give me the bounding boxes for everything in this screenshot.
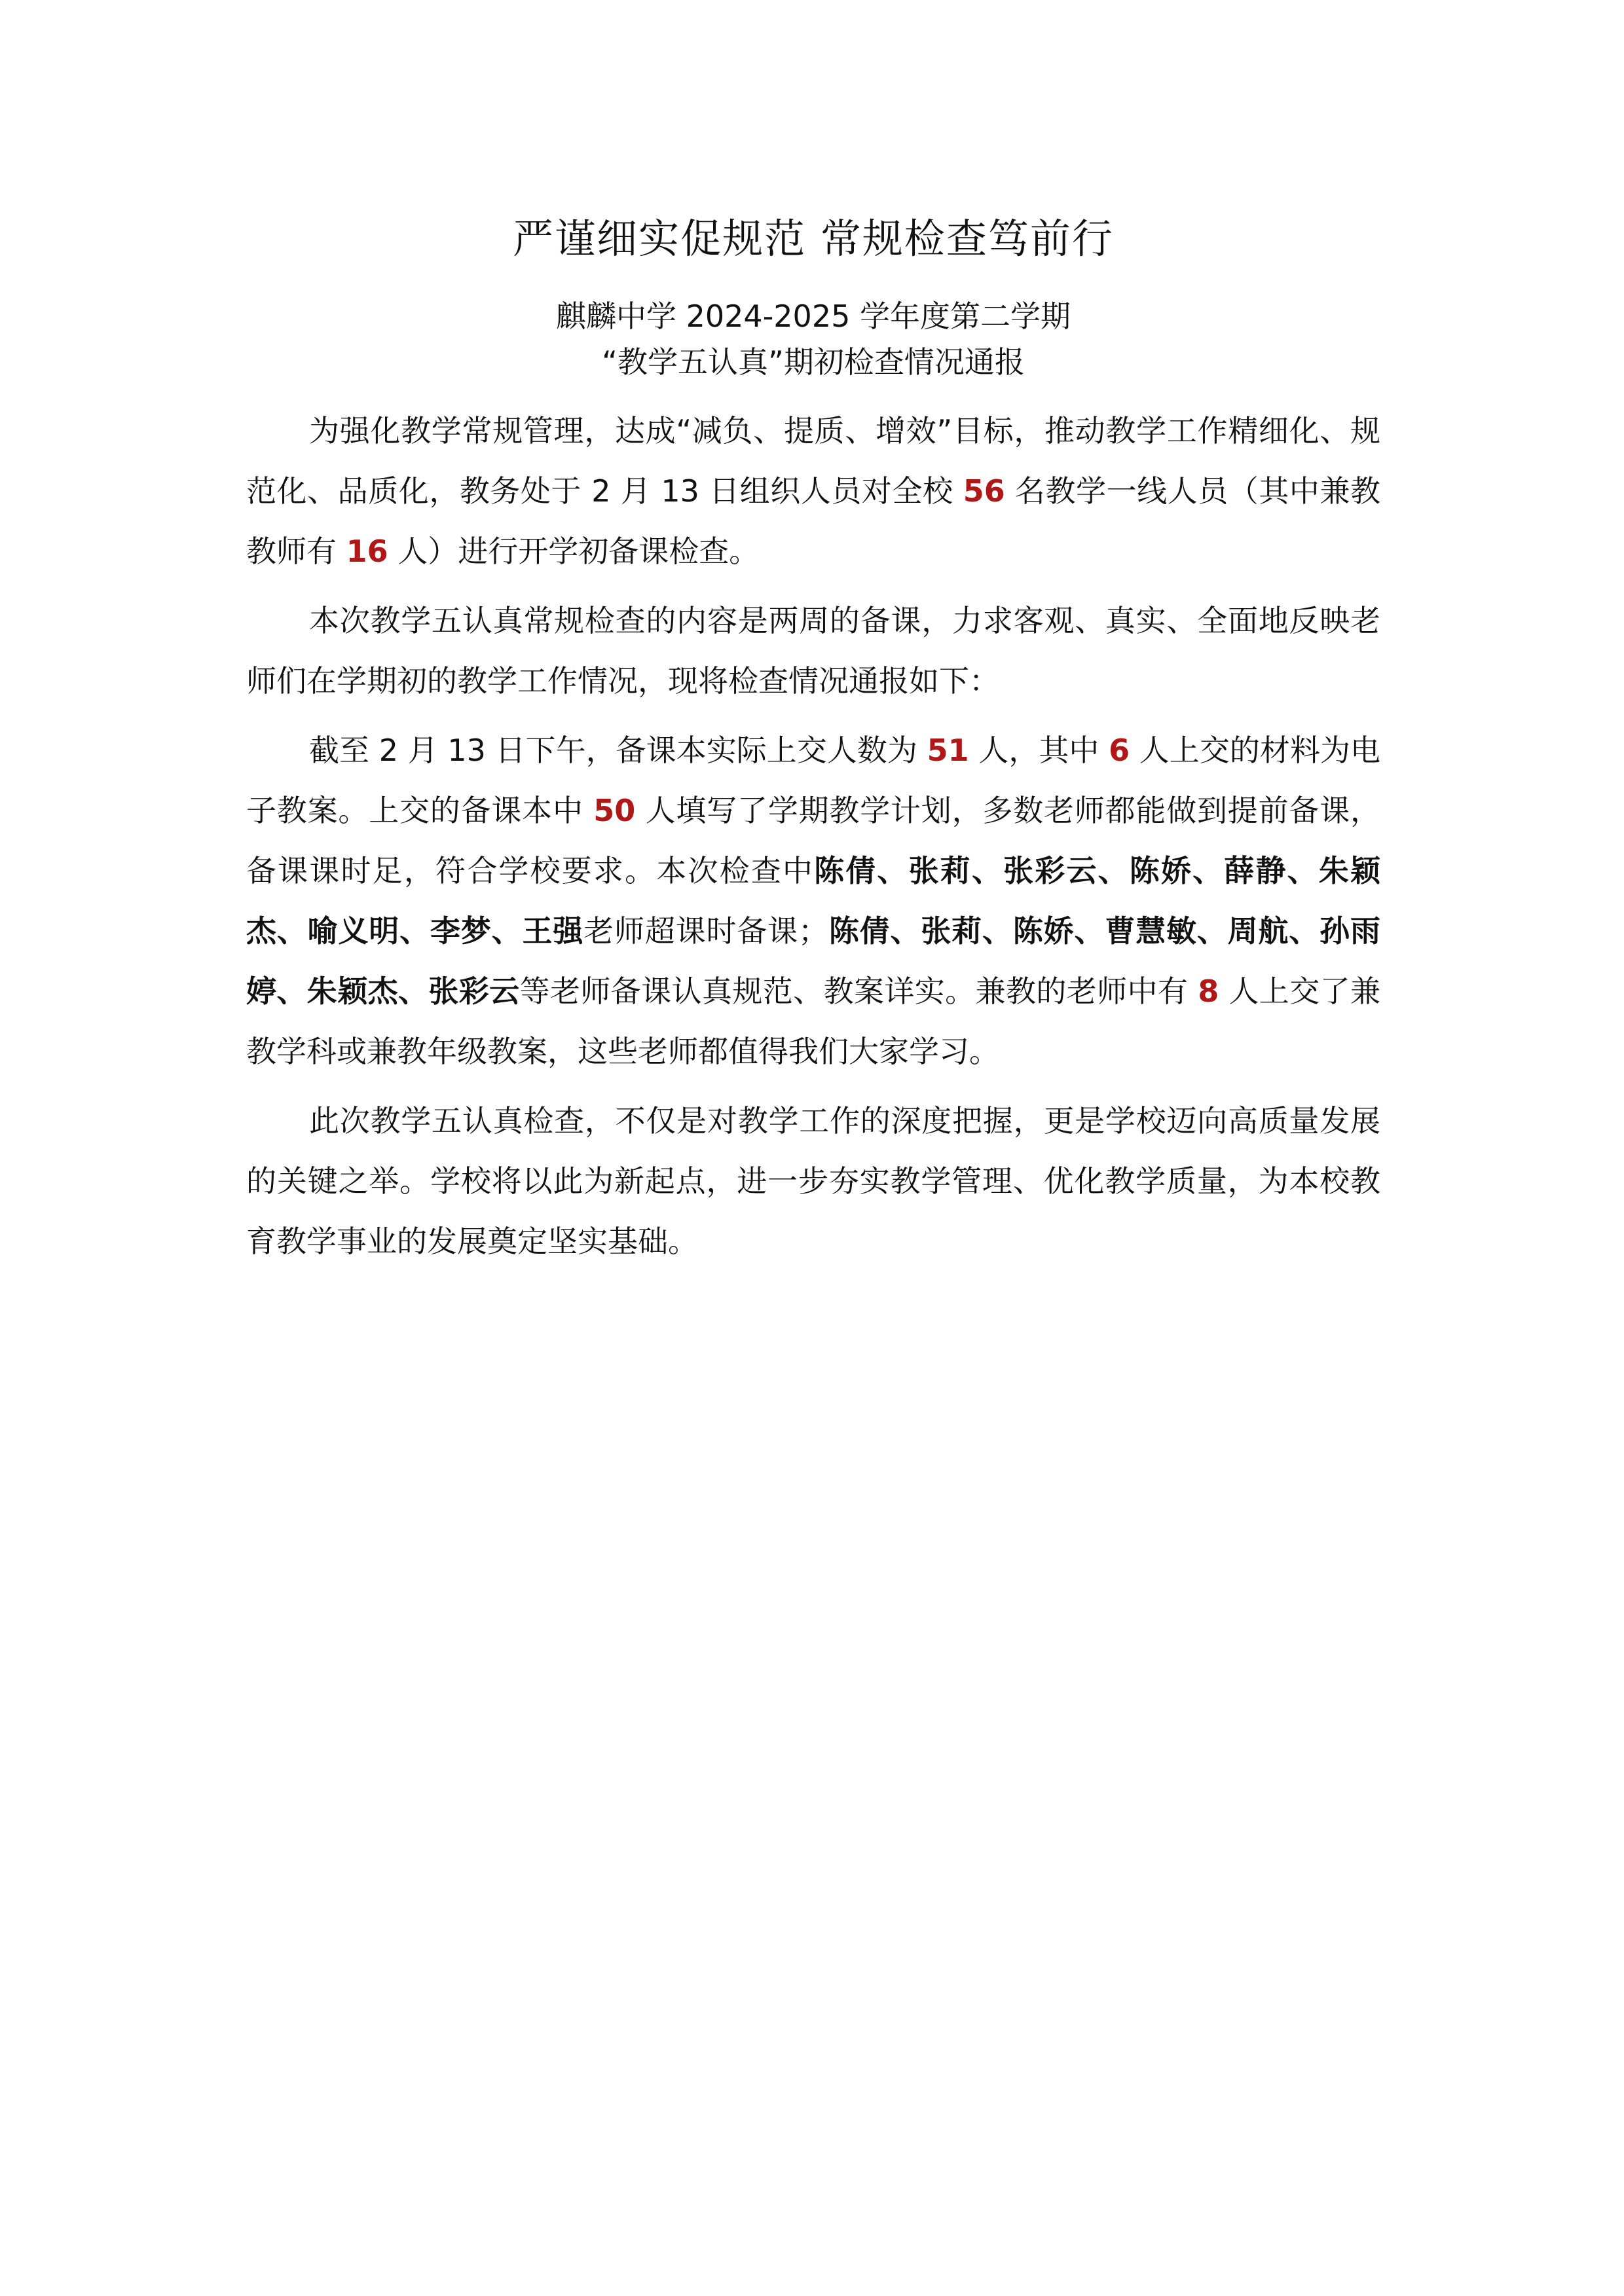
- submitted-count-number: 51: [927, 733, 969, 768]
- paragraph-results-text-6: 等老师备课认真规范、教案详实。兼教的老师中有: [519, 974, 1198, 1009]
- paragraph-conclusion: 此次教学五认真检查，不仅是对教学工作的深度把握，更是学校迈向高质量发展的关键之举。学校将以此为新起点，进一步夯实教学管理、优化教学质量，为本校教育教学事业的发展奠定坚实基础。: [246, 1103, 1380, 1259]
- document-title: 严谨细实促规范 常规检查笃前行: [513, 215, 1114, 263]
- paragraph-intro-text-2: 名教学一线人员（其中兼教教师有: [246, 473, 1381, 569]
- document-subtitle-line1: 麒麟中学 2024-2025 学年度第二学期: [556, 299, 1071, 334]
- paragraph-results-text-4: 人填写了学期教学计划，多数老师都能做到提前备课，备课课时足，符合学校要求。本次检查中: [246, 793, 1380, 888]
- paragraph-results-text-7: 人上交了兼教学科或兼教年级教案，这些老师都值得我们大家学习。: [246, 974, 1381, 1069]
- paragraph-scope: 本次教学五认真常规检查的内容是两周的备课，力求客观、真实、全面地反映老师们在学期初的教学工作情况，现将检查情况通报如下：: [246, 603, 1380, 699]
- paragraph-results-text-3: 人上交的材料为电子教案。上交的备课本中: [246, 733, 1381, 828]
- document-subtitle-line2: “教学五认真”期初检查情况通报: [602, 344, 1025, 380]
- part-time-teacher-count-number: 16: [346, 534, 388, 569]
- overtime-prep-teacher-names: 陈倩、张莉、张彩云、陈娇、薛静、朱颖杰、喻义明、李梦、王强: [246, 853, 1381, 949]
- teacher-count-number: 56: [963, 473, 1005, 509]
- standard-prep-teacher-names: 陈倩、张莉、陈娇、曹慧敏、周航、孙雨婷、朱颖杰、张彩云: [246, 913, 1381, 1009]
- semester-plan-count-number: 50: [593, 793, 636, 828]
- paragraph-intro-text-1: 为强化教学常规管理，达成“减负、提质、增效”目标，推动教学工作精细化、规范化、品质化，教务处于 2 月 13 日组织人员对全校: [246, 413, 1380, 509]
- paragraph-intro: [246, 401, 1380, 581]
- electronic-plan-count-number: 6: [1109, 733, 1130, 768]
- paragraph-results-text-1: 截至 2 月 13 日下午，备课本实际上交人数为: [309, 733, 927, 768]
- part-time-plan-count-number: 8: [1198, 974, 1219, 1009]
- paragraph-intro-text-3: 人）进行开学初备课检查。: [388, 534, 760, 569]
- paragraph-results: [246, 720, 1380, 1082]
- paragraph-results-text-5: 老师超课时备课；: [583, 913, 829, 949]
- document-body: [246, 210, 1380, 1271]
- paragraph-results-text-2: 人，其中: [969, 733, 1109, 768]
